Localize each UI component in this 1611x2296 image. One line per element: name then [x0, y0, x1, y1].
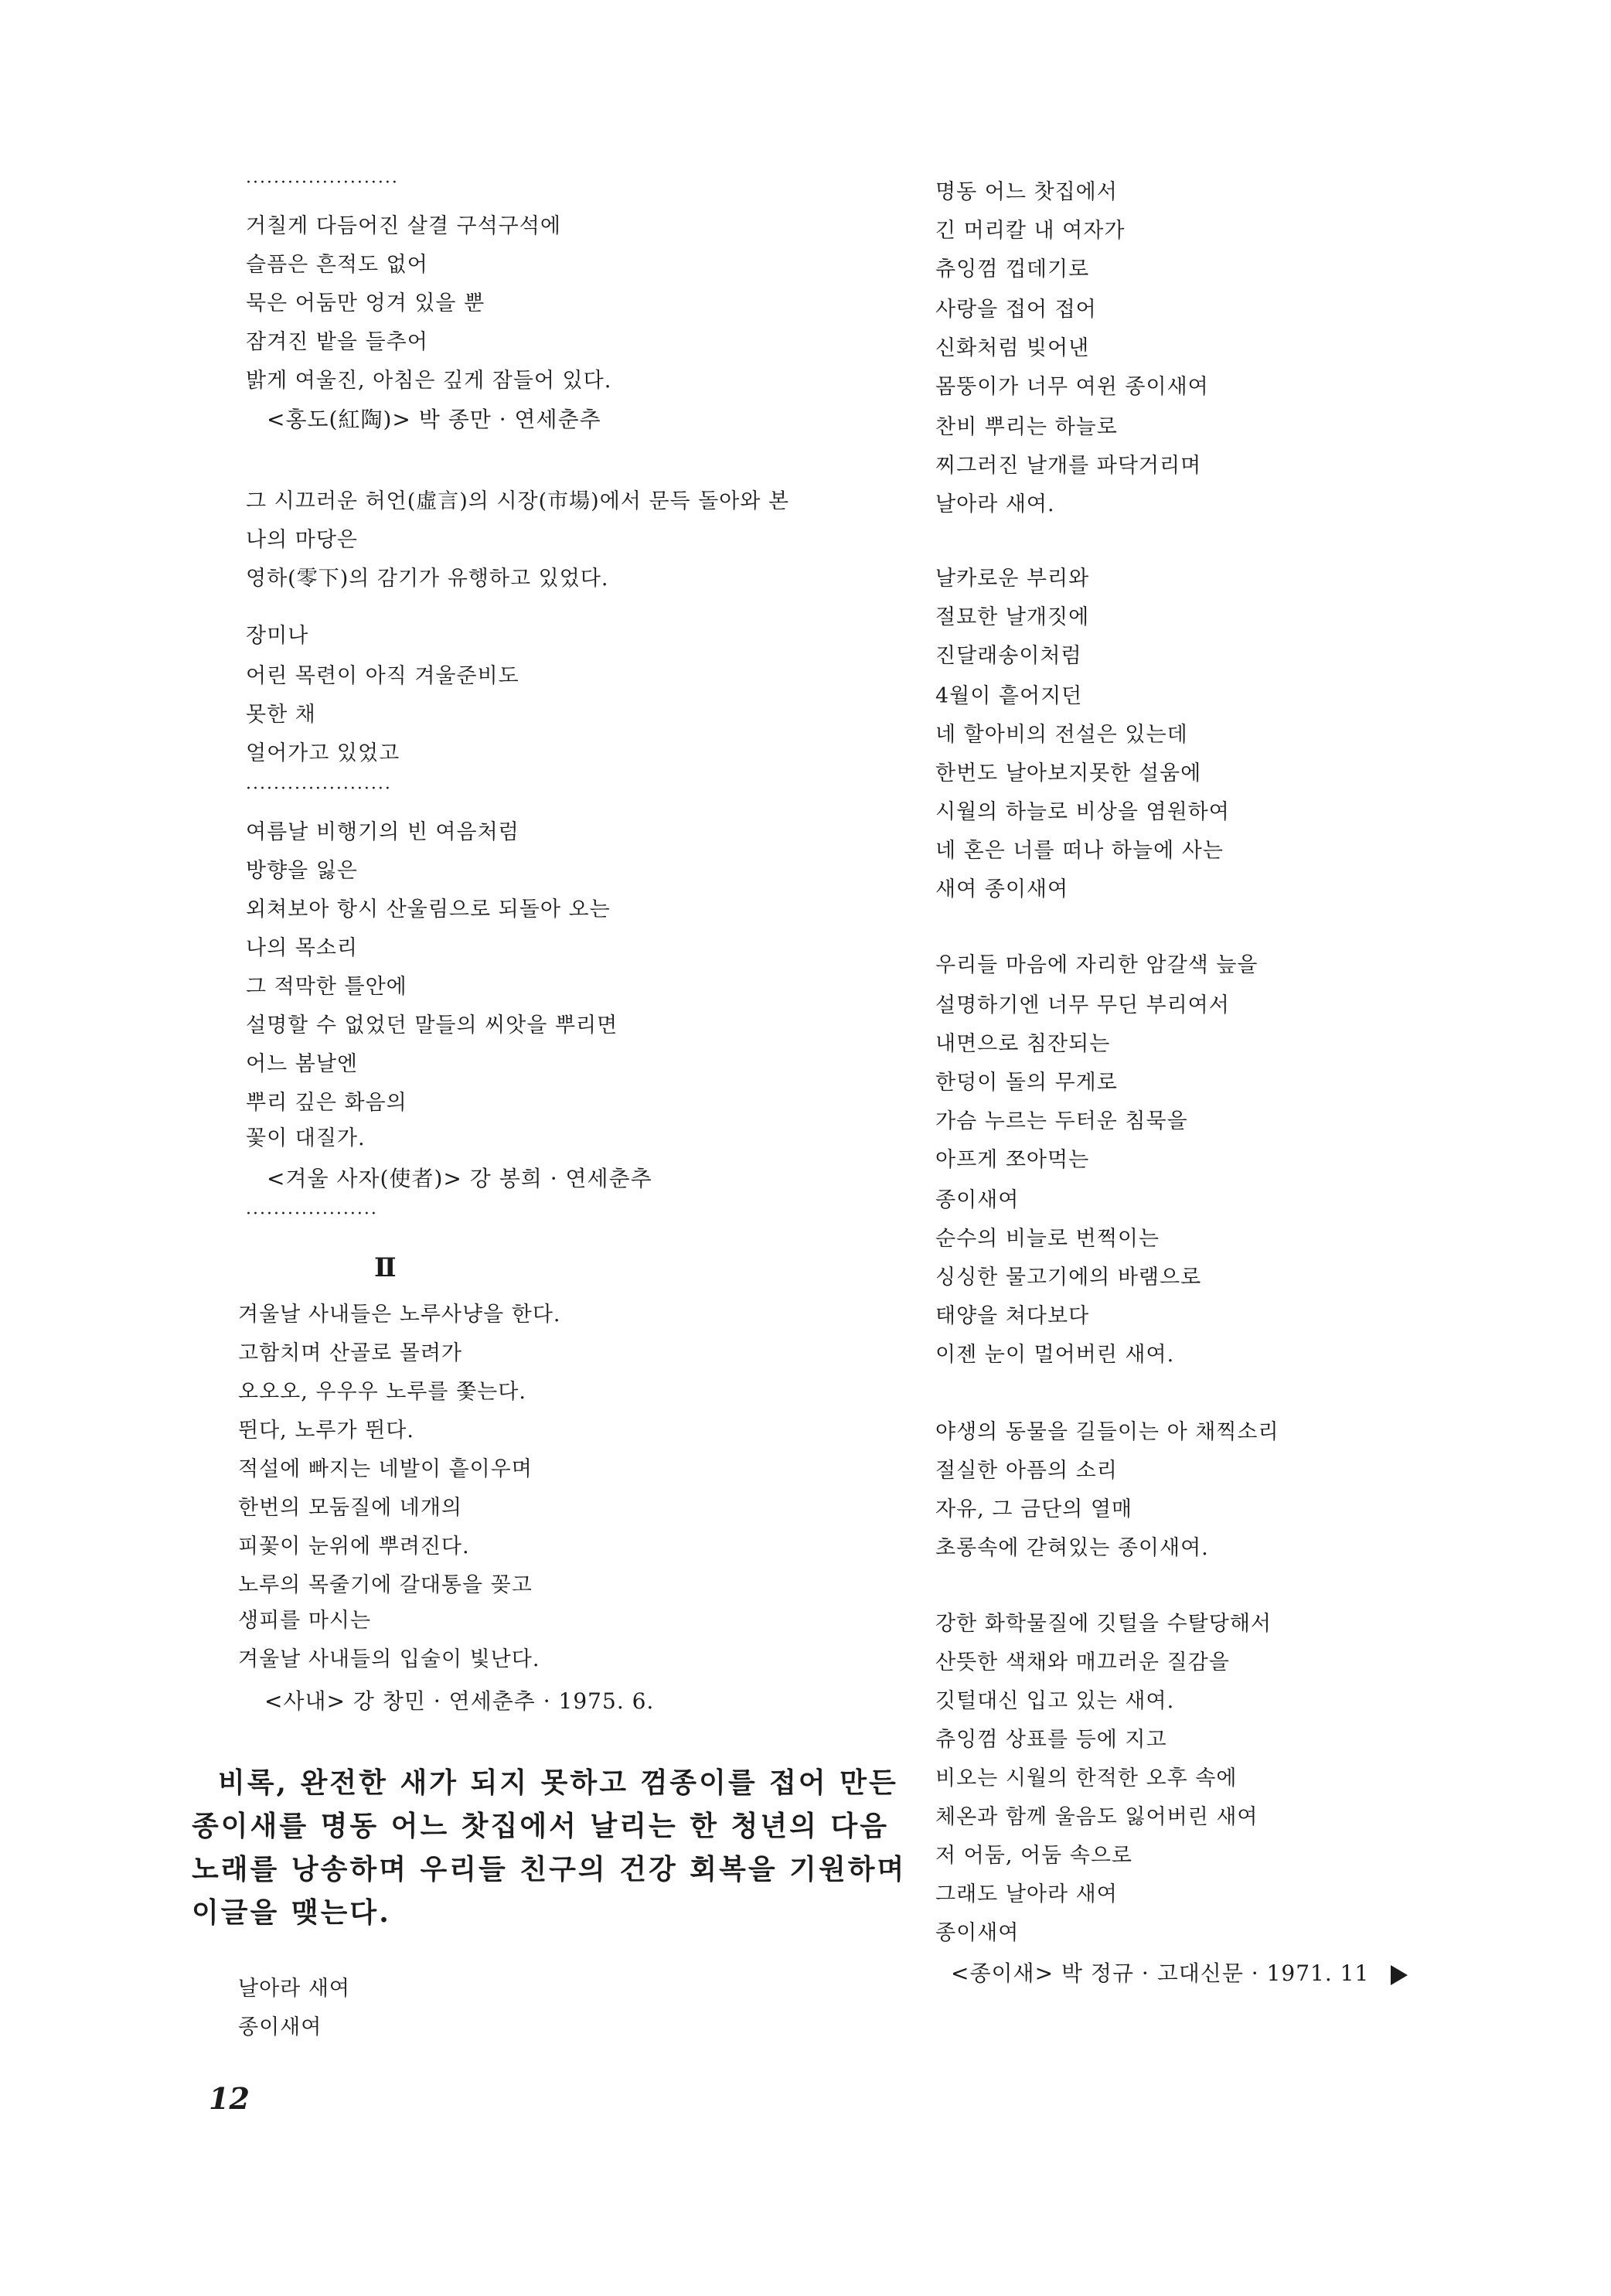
poem-line: 고함치며 산골로 몰려가 [238, 1341, 462, 1365]
ellipsis-divider: ······················ [246, 173, 399, 192]
poem-line: 사랑을 접어 접어 [935, 298, 1097, 322]
poem-source: <사내> 강 창민 · 연세춘추 · 1975. 6. [264, 1688, 655, 1714]
poem-line: 깃털대신 입고 있는 새여. [935, 1689, 1175, 1713]
poem-line: 강한 화학물질에 깃털을 수탈당해서 [935, 1612, 1272, 1636]
prose-line: 노래를 낭송하며 우리들 친구의 건강 회복을 기원하며 [192, 1853, 907, 1886]
poem-source: <종이새> 박 정규 · 고대신문 · 1971. 11 [951, 1960, 1370, 1986]
prose-line: 종이새를 명동 어느 찻집에서 날리는 한 청년의 다음 [192, 1810, 890, 1842]
poem-line: 몸뚱이가 너무 여윈 종이새여 [935, 375, 1209, 399]
poem-line: 진달래송이처럼 [935, 644, 1082, 668]
poem-line: 피꽃이 눈위에 뿌려진다. [238, 1535, 470, 1558]
poem-line: 찌그러진 날개를 파닥거리며 [935, 454, 1202, 478]
poem-line: 종이새여 [238, 2015, 322, 2039]
poem-line: 날아라 새여 [238, 1977, 350, 2001]
poem-line: 순수의 비늘로 번쩍이는 [935, 1227, 1160, 1251]
poem-line: 생피를 마시는 [238, 1609, 372, 1633]
poem-line: 저 어둠, 어둠 속으로 [935, 1844, 1132, 1868]
poem-line: 종이새여 [935, 1188, 1020, 1212]
poem-line: 싱싱한 물고기에의 바램으로 [935, 1266, 1202, 1289]
poem-source: <겨울 사자(使者)> 강 봉희 · 연세춘추 [267, 1166, 652, 1191]
poem-line: 절묘한 날개짓에 [935, 605, 1090, 629]
poem-line: 야생의 동물을 길들이는 아 채찍소리 [935, 1420, 1279, 1444]
poem-line: 슬픔은 흔적도 없어 [246, 253, 428, 277]
poem-line: 한번의 모둠질에 네개의 [238, 1496, 462, 1520]
poem-line: 얼어가고 있었고 [246, 741, 400, 765]
poem-line: 그래도 날아라 새여 [935, 1882, 1118, 1906]
intro-line: 그 시끄러운 허언(虛言)의 시장(市場)에서 문득 돌아와 본 [246, 489, 790, 513]
poem-line: 묵은 어둠만 엉겨 있을 뿐 [246, 291, 485, 315]
poem-line: 산뜻한 색채와 매끄러운 질감을 [935, 1650, 1230, 1674]
poem-line: 겨울날 사내들의 입술이 빛난다. [238, 1647, 540, 1671]
poem-line: 오오오, 우우우 노루를 쫓는다. [238, 1380, 526, 1404]
continue-arrow-icon [1391, 1965, 1408, 1985]
poem-line: 겨울날 사내들은 노루사냥을 한다. [238, 1303, 561, 1327]
poem-line: 새여 종이새여 [935, 877, 1069, 901]
poem-line: 시월의 하늘로 비상을 염원하여 [935, 800, 1230, 824]
poem-line: 내면으로 침잔되는 [935, 1032, 1111, 1056]
poem-line: 자유, 그 금단의 열매 [935, 1497, 1132, 1521]
poem-line: 잠겨진 밭을 들추어 [246, 330, 428, 354]
poem-line: 못한 채 [246, 703, 316, 727]
poem-line: 우리들 마음에 자리한 암갈색 늪을 [935, 953, 1258, 977]
poem-source: <홍도(紅陶)> 박 종만 · 연세춘추 [267, 407, 601, 432]
poem-line: 어린 목련이 아직 겨울준비도 [246, 664, 519, 688]
poem-line: 이젠 눈이 멀어버린 새여. [935, 1343, 1175, 1367]
poem-line: 츄잉껌 상표를 등에 지고 [935, 1728, 1167, 1752]
poem-line: 거칠게 다듬어진 살결 구석구석에 [246, 214, 561, 238]
poem-line: 꽃이 대질가. [246, 1126, 366, 1150]
poem-line: 적설에 빠지는 네발이 흩이우며 [238, 1457, 533, 1481]
poem-line: 뛴다, 노루가 뛴다. [238, 1419, 414, 1443]
poem-line: 방향을 잃은 [246, 859, 358, 883]
poem-line: 외쳐보아 항시 산울림으로 되돌아 오는 [246, 898, 611, 921]
poem-line: 밝게 여울진, 아침은 깊게 잠들어 있다. [246, 369, 612, 393]
poem-line: 네 혼은 너를 떠나 하늘에 사는 [935, 839, 1224, 863]
page-number: 12 [209, 2081, 250, 2116]
poem-line: 나의 목소리 [246, 936, 358, 960]
poem-line: 가슴 누르는 두터운 침묵을 [935, 1109, 1188, 1133]
poem-line: 명동 어느 찻집에서 [935, 180, 1118, 204]
poem-line: 태양을 쳐다보다 [935, 1304, 1090, 1328]
poem-line: 아프게 쪼아먹는 [935, 1148, 1090, 1172]
poem-line: 체온과 함께 울음도 잃어버린 새여 [935, 1805, 1258, 1829]
prose-line: 비록, 완전한 새가 되지 못하고 껌종이를 접어 만든 [218, 1766, 898, 1799]
poem-line: 날아라 새여. [935, 492, 1055, 516]
poem-line: 네 할아비의 전설은 있는데 [935, 723, 1188, 747]
ellipsis-divider: ····················· [246, 779, 392, 799]
poem-line: 비오는 시월의 한적한 오후 속에 [935, 1766, 1238, 1790]
poem-line: 뿌리 깊은 화음의 [246, 1091, 407, 1115]
prose-line: 이글을 맺는다. [192, 1896, 391, 1929]
poem-line: 설명할 수 없었던 말들의 씨앗을 뿌리면 [246, 1013, 618, 1037]
poem-line: 노루의 목줄기에 갈대통을 꽂고 [238, 1573, 533, 1597]
poem-line: 절실한 아픔의 소리 [935, 1459, 1118, 1483]
poem-line: 날카로운 부리와 [935, 567, 1090, 591]
section-numeral: Ⅱ [374, 1252, 397, 1283]
poem-line: 신화처럼 빚어낸 [935, 336, 1090, 360]
poem-line: 그 적막한 틀안에 [246, 975, 407, 999]
poem-line: 장미나 [246, 624, 309, 648]
poem-line: 츄잉껌 껍데기로 [935, 257, 1090, 281]
poem-line: 설명하기엔 너무 무딘 부리여서 [935, 993, 1230, 1017]
poem-source-row [951, 1960, 1408, 1987]
poem-line: 한덩이 돌의 무게로 [935, 1071, 1118, 1095]
poem-line: 4월이 흩어지던 [935, 684, 1083, 708]
poem-line: 여름날 비행기의 빈 여음처럼 [246, 820, 519, 844]
ellipsis-divider: ··················· [246, 1204, 378, 1224]
poem-line: 종이새여 [935, 1921, 1020, 1945]
intro-line: 나의 마당은 [246, 528, 358, 552]
poem-line: 긴 머리칼 내 여자가 [935, 219, 1126, 243]
intro-line: 영하(零下)의 감기가 유행하고 있었다. [246, 567, 609, 591]
poem-line: 찬비 뿌리는 하늘로 [935, 415, 1118, 439]
poem-line: 어느 봄날엔 [246, 1052, 358, 1076]
poem-line: 한번도 날아보지못한 설움에 [935, 761, 1202, 785]
poem-line: 초롱속에 갇혀있는 종이새여. [935, 1536, 1209, 1560]
